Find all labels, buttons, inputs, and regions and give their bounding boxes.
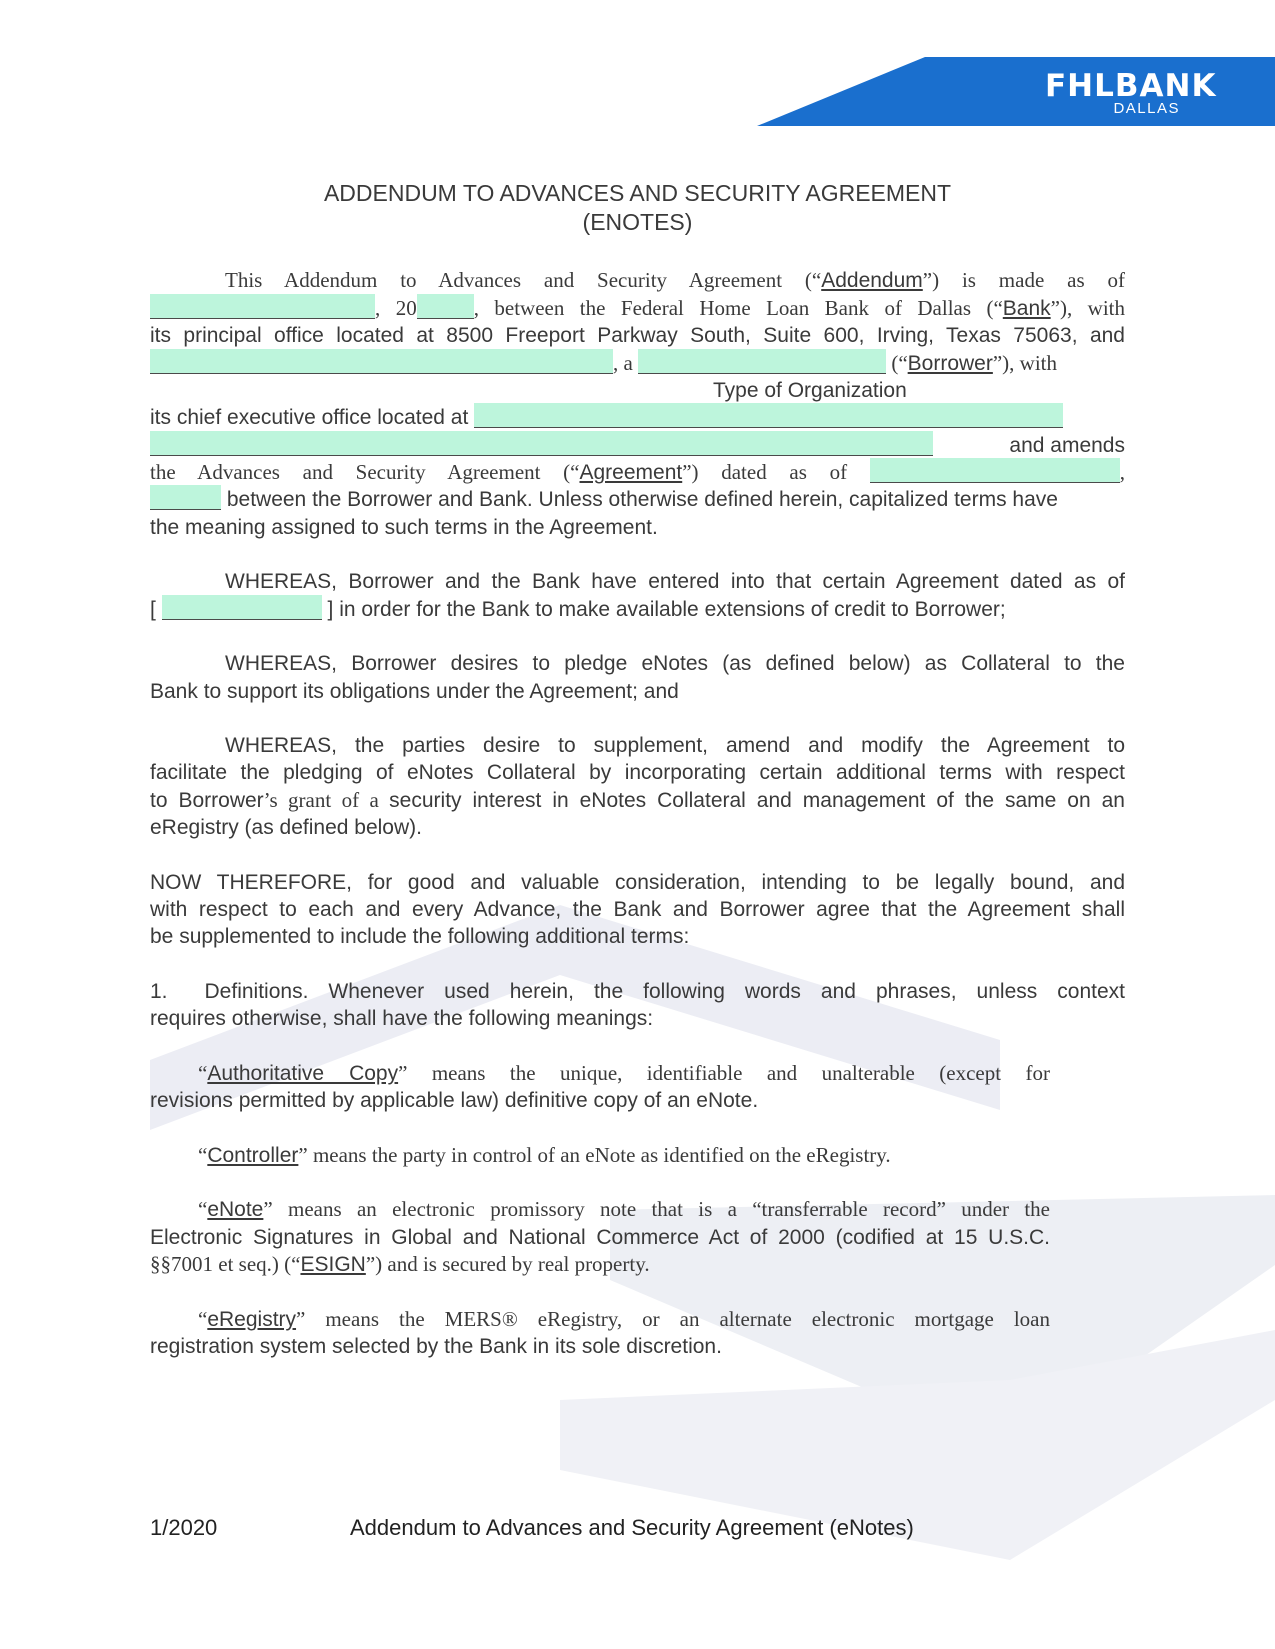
def-enote-line-2: Electronic Signatures in Global and National Commerce Act of 2000 (codified at 15 U.S.C. [150,1226,1050,1249]
eregistry-term: eRegistry [207,1308,297,1331]
whereas-1-line-1: WHEREAS, Borrower and the Bank have entered into that certain Agreement dated as of [225,570,1125,593]
intro-line-4: , a (“Borrower”), with [150,349,1125,378]
executive-office-address-field-2[interactable] [150,431,933,456]
intro-line-6: and amends [150,431,1125,460]
agreement-term: Agreement [579,461,683,484]
intro-line-5: its chief executive office located at [150,403,1125,432]
addendum-term: Addendum [821,269,923,292]
date-field[interactable] [150,294,375,319]
intro-line-1: This Addendum to Advances and Security Agreement (“Addendum”) is made as of [225,268,1125,292]
whereas-1-line-2: [ ] in order for the Bank to make available extensions of credit to Borrower; [150,595,1125,624]
whereas-2-line-2: Bank to support its obligations under the Agreement; and [150,680,679,703]
intro-line-3: its principal office located at 8500 Freeport Parkway South, Suite 600, Irving, Texas 75063, and [150,324,1125,347]
footer-title: Addendum to Advances and Security Agreement (eNotes) [350,1515,914,1540]
prior-agreement-date-field[interactable] [162,595,322,620]
section-1-line-1: 1. Definitions. Whenever used herein, the following words and phrases, unless context [150,980,1125,1003]
enote-term: eNote [207,1198,264,1221]
def-enote-line-1: “eNote” means an electronic promissory note that is a “transferrable record” under the [198,1197,1050,1221]
def-eregistry-line-1: “eRegistry” means the MERS® eRegistry, or an alternate electronic mortgage loan [198,1307,1050,1331]
intro-line-9: the meaning assigned to such terms in the Agreement. [150,516,658,539]
whereas-3-line-2: facilitate the pledging of eNotes Collateral by incorporating certain additional terms with respect [150,761,1125,784]
year-field[interactable] [417,294,474,319]
whereas-3-line-4: eRegistry (as defined below). [150,816,422,839]
borrower-name-field[interactable] [150,349,613,374]
now-therefore-line-3: be supplemented to include the following additional terms: [150,925,690,948]
organization-type-field[interactable] [638,349,886,374]
def-enote-line-3: §§7001 et seq.) (“ESIGN”) and is secured by real property. [150,1252,650,1276]
bank-term: Bank [1002,297,1051,320]
document-title: ADDENDUM TO ADVANCES AND SECURITY AGREEMENT [323,180,952,206]
borrower-term: Borrower [907,352,993,375]
document-subtitle: (ENOTES) [582,209,693,235]
intro-line-2: , 20 , between the Federal Home Loan Bank of Dallas (“Bank”), with [150,294,1125,323]
def-controller-line-1: “Controller” means the party in control of an eNote as identified on the eRegistry. [198,1143,891,1167]
def-eregistry-line-2: registration system selected by the Bank in its sole discretion. [150,1335,722,1358]
section-1-line-2: requires otherwise, shall have the following meanings: [150,1007,654,1030]
agreement-year-field[interactable] [150,485,221,510]
now-therefore-line-2: with respect to each and every Advance, the Bank and Borrower agree that the Agreement shall [150,898,1125,921]
logo-subtitle: DALLAS [1113,100,1180,117]
fhlbank-logo: FHLBANK [1045,68,1217,104]
def-authoritative-copy-line-1: “Authoritative Copy” means the unique, identifiable and unalterable (except for [198,1061,1050,1085]
whereas-3-line-1: WHEREAS, the parties desire to supplement, amend and modify the Agreement to [225,734,1125,757]
now-therefore-line-1: NOW THEREFORE, for good and valuable consideration, intending to be legally bound, and [150,871,1125,894]
executive-office-address-field[interactable] [474,403,1063,428]
whereas-3-line-3: to Borrower’s grant of a security interest in eNotes Collateral and management of the same on an [150,788,1125,812]
authoritative-copy-term: Authoritative Copy [207,1062,399,1085]
whereas-2-line-1: WHEREAS, Borrower desires to pledge eNotes (as defined below) as Collateral to the [225,652,1125,675]
controller-term: Controller [207,1144,299,1167]
agreement-date-field[interactable] [870,458,1120,483]
def-authoritative-copy-line-2: revisions permitted by applicable law) definitive copy of an eNote. [150,1089,759,1112]
footer-date: 1/2020 [150,1515,218,1540]
intro-line-8: between the Borrower and Bank. Unless otherwise defined herein, capitalized terms have [150,485,1125,514]
esign-term: ESIGN [300,1253,366,1276]
intro-line-7: the Advances and Security Agreement (“Agreement”) dated as of , [150,460,1125,484]
organization-type-label: Type of Organization [713,379,907,402]
